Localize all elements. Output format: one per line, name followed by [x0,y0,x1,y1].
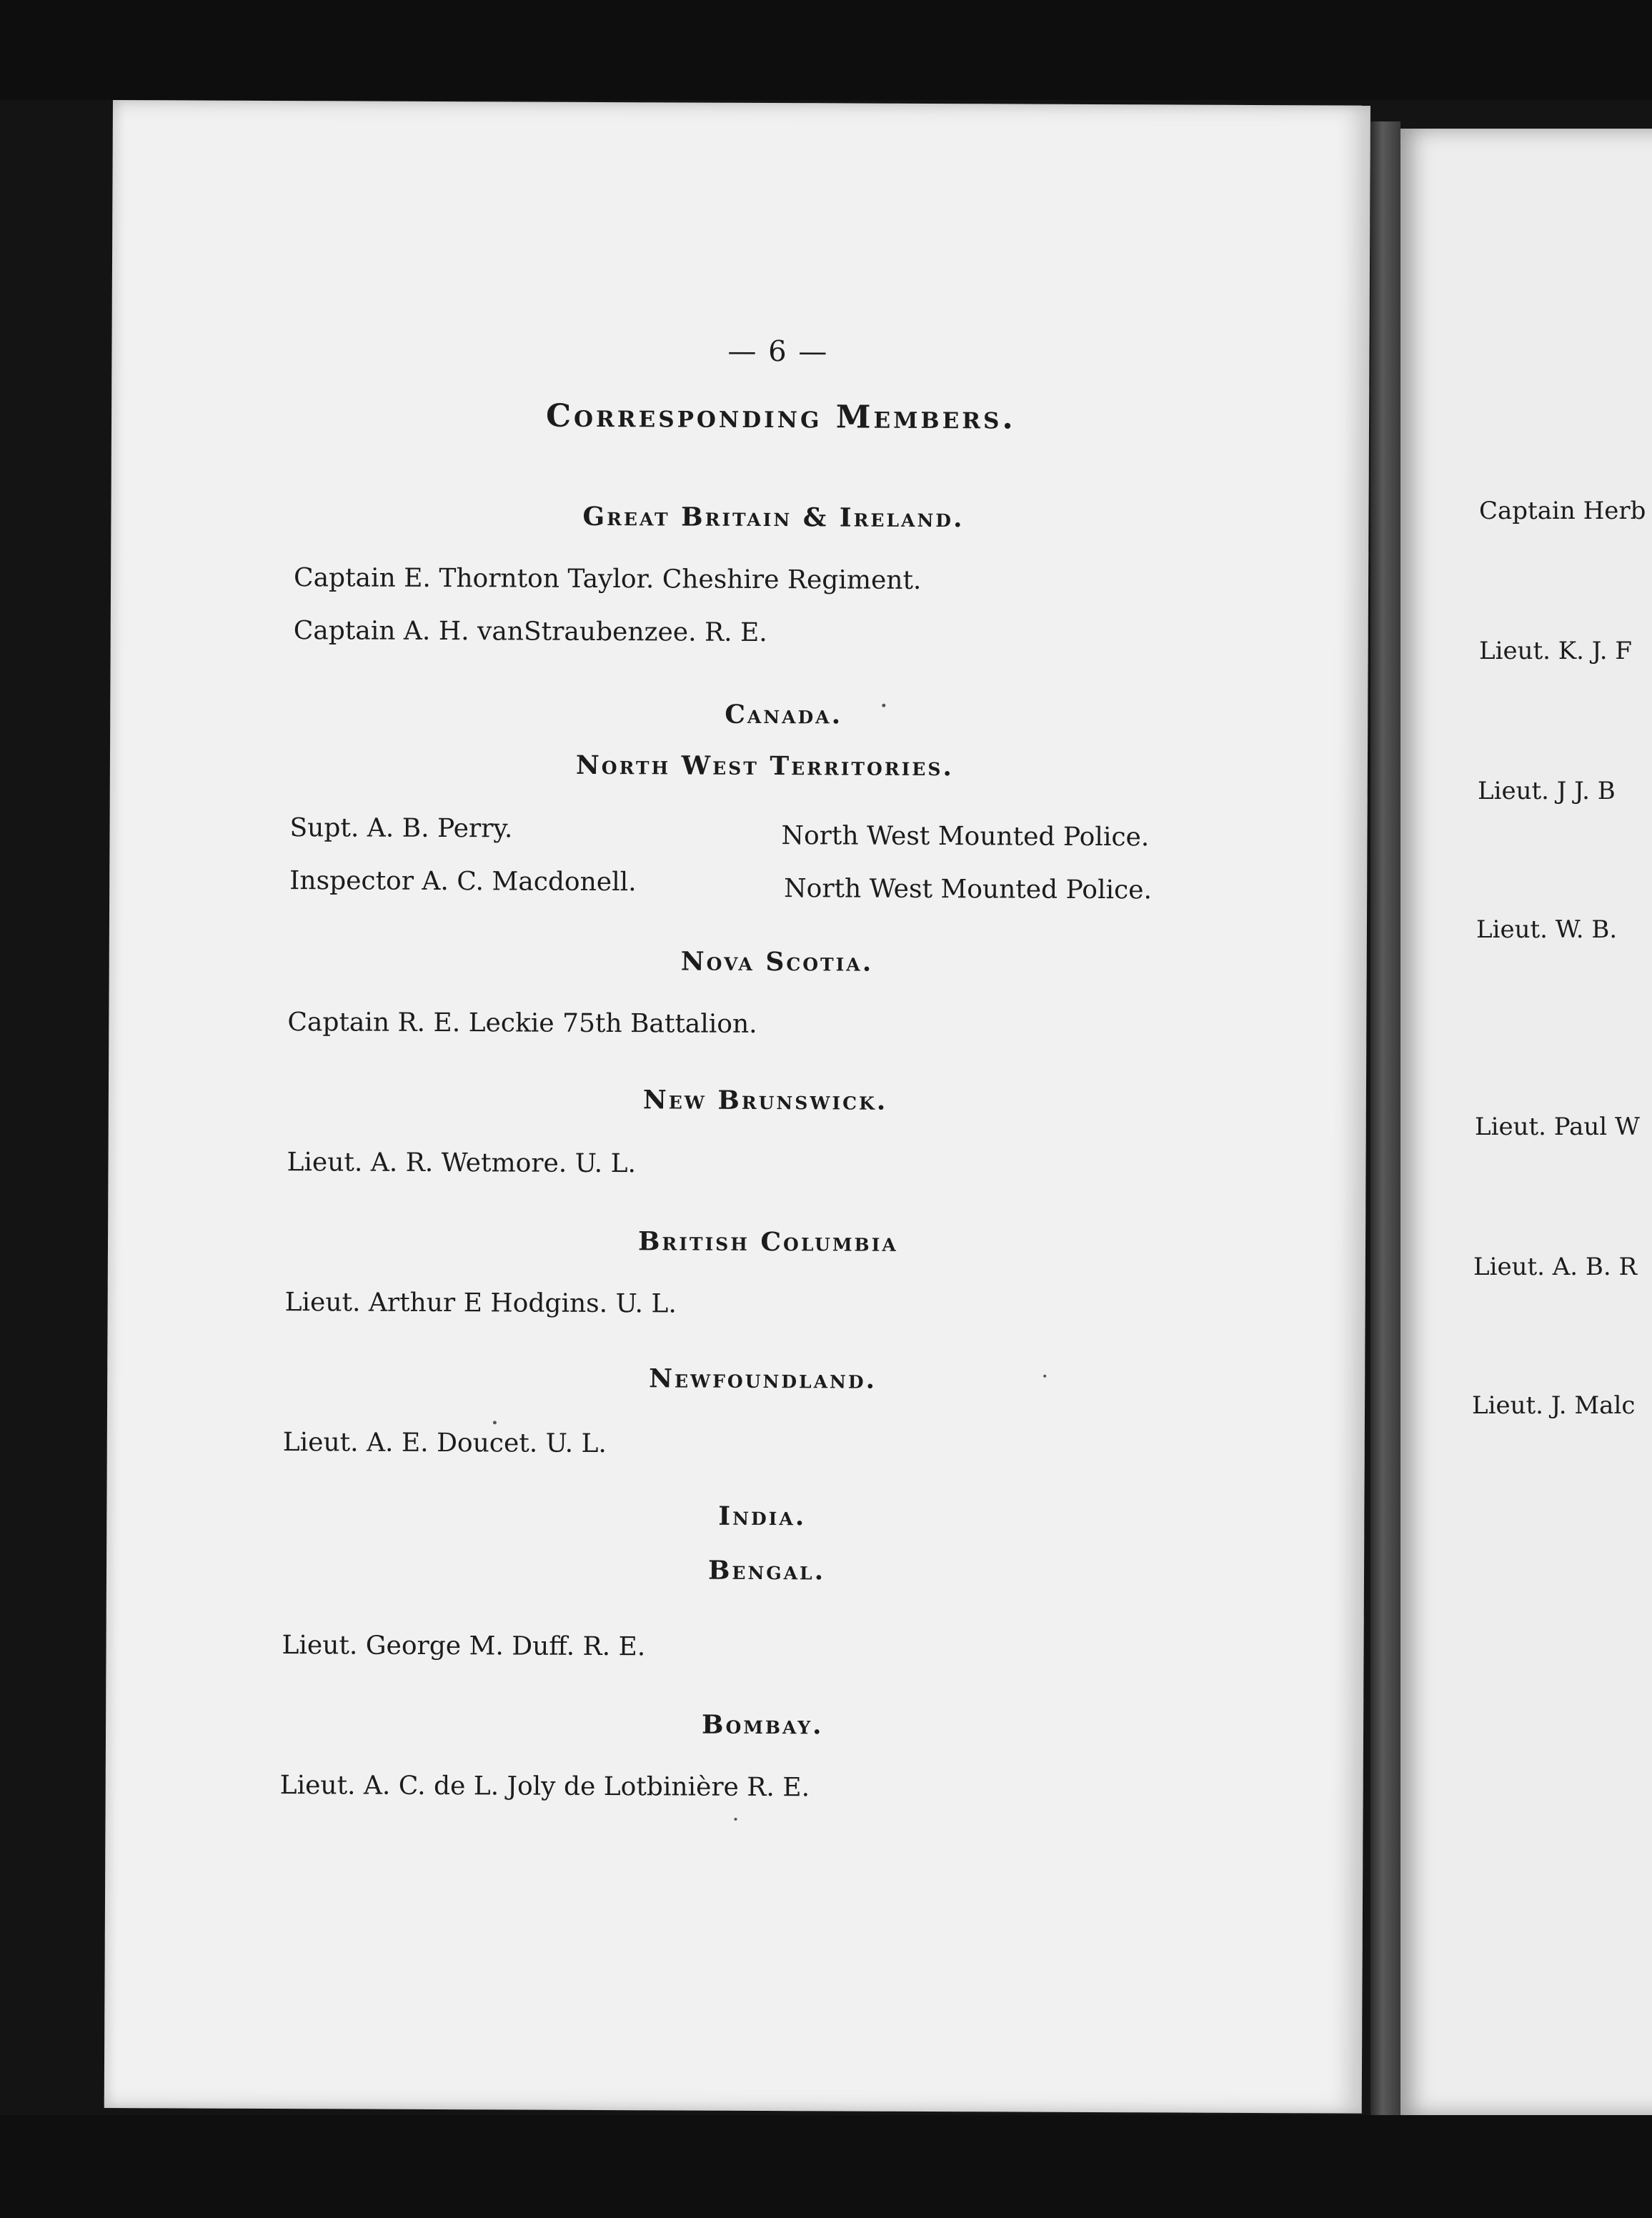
member-entry: Lieut. A. E. Doucet. U. L. [282,1428,607,1459]
section-title-bengal: Bengal. [707,1555,826,1586]
section-title-british-columbia: British Columbia [637,1226,898,1258]
member-entry: Captain A. H. vanStraubenzee. R. E. [293,616,767,648]
member-unit: North West Mounted Police. [781,821,1150,852]
member-entry: Supt. A. B. Perry. [289,813,513,844]
section-title-north-west-territories: North West Territories. [575,750,955,782]
member-entry: Lieut. A. C. de L. Joly de Lotbinière R. E. [279,1771,810,1803]
member-unit: North West Mounted Police. [784,874,1153,905]
facing-page-fragment: Lieut. W. B. [1476,915,1618,944]
page-fold-shadow [1370,121,1400,2115]
facing-page-fragment: Lieut. K. J. F [1479,637,1632,665]
member-entry: Inspector A. C. Macdonell. [289,866,637,897]
member-entry: Lieut. A. R. Wetmore. U. L. [287,1148,637,1179]
facing-page-fragment: Lieut. A. B. R [1473,1253,1638,1281]
facing-page-fragment: Lieut. J J. B [1478,777,1616,805]
section-title-newfoundland: Newfoundland. [649,1363,877,1395]
member-entry: Lieut. George M. Duff. R. E. [282,1631,646,1662]
document-page [104,100,1370,2114]
member-entry: Captain E. Thornton Taylor. Cheshire Regiment. [293,563,922,595]
facing-page-fragment: Lieut. Paul W [1475,1113,1640,1141]
member-entry: Lieut. Arthur E Hodgins. U. L. [284,1288,677,1319]
section-title-bombay: Bombay. [701,1709,824,1741]
section-title-canada: Canada. [725,699,843,730]
member-entry: Captain R. E. Leckie 75th Battalion. [287,1008,757,1039]
facing-page-fragment: Lieut. J. Malc [1472,1391,1636,1420]
facing-page-fragment: Captain Herb [1479,497,1646,525]
section-title-india: India. [718,1501,807,1532]
page-heading: Corresponding Members. [545,397,1016,437]
scan-background-bottom [0,2115,1652,2218]
section-title-new-brunswick: New Brunswick. [642,1085,888,1116]
scan-speck [735,1818,737,1821]
scan-speck [493,1421,497,1424]
section-title-nova-scotia: Nova Scotia. [680,946,874,978]
section-title-great-britain: Great Britain & Ireland. [582,501,965,534]
scan-background-top [0,0,1652,100]
scan-speck [1043,1375,1046,1378]
page-number: — 6 — [727,334,829,369]
scan-speck [882,704,885,707]
